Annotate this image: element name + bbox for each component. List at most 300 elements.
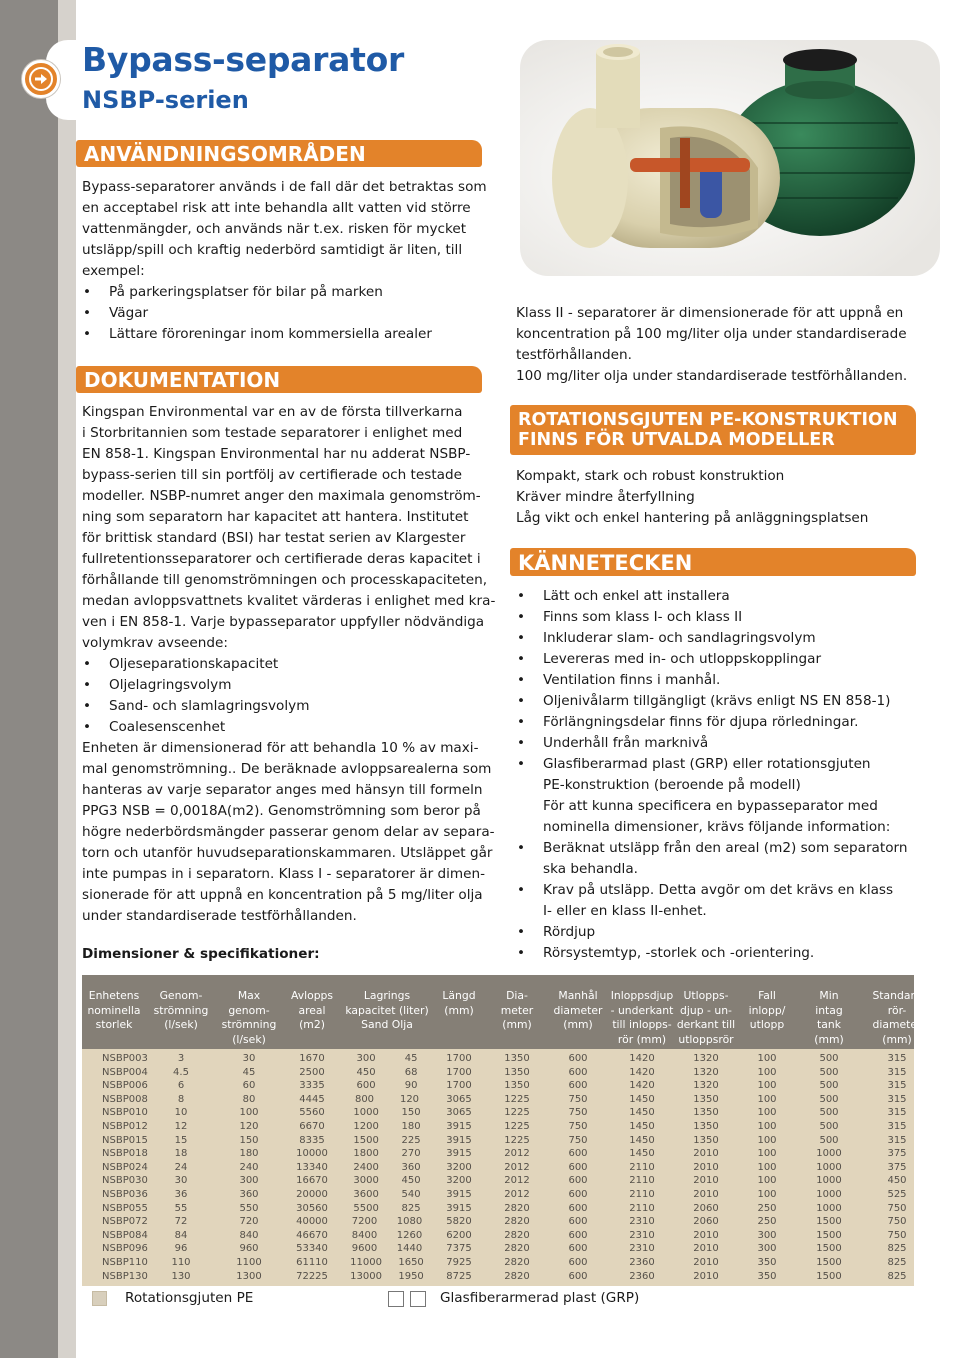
table-header-cell bbox=[736, 975, 798, 1049]
legend-swatch-pe bbox=[92, 1291, 107, 1306]
header-line: diameter bbox=[553, 1003, 603, 1017]
header-line: (l/sek) bbox=[164, 1018, 198, 1031]
table-cell: 120 bbox=[239, 1120, 259, 1132]
table-row bbox=[82, 1120, 914, 1134]
text-line: testförhållanden. bbox=[516, 347, 632, 363]
table-cell: 350 bbox=[757, 1256, 777, 1268]
table-cell: 315 bbox=[887, 1093, 907, 1105]
list-item: ska behandla. bbox=[543, 861, 638, 877]
table-cell: 1320 bbox=[693, 1080, 719, 1092]
header-line: Max bbox=[237, 989, 261, 1002]
table-cell: NSBP012 bbox=[102, 1120, 148, 1132]
text-line: EN 858-1. Kingspan Environmental har nu adderat NSBP- bbox=[82, 446, 471, 462]
table-cell bbox=[342, 1202, 432, 1216]
list-item: • Beräknat utsläpp från den areal (m2) som separatorn bbox=[516, 838, 936, 859]
table-cell: 3915 bbox=[446, 1134, 472, 1146]
table-cell: 1500 bbox=[816, 1243, 842, 1255]
list-item: För att kunna specificera en bypasseparator med bbox=[543, 798, 878, 814]
table-cell: 40000 bbox=[296, 1216, 328, 1228]
table-row bbox=[82, 1174, 914, 1188]
table-cell-sand: 8400 bbox=[351, 1229, 378, 1241]
table-cell: 600 bbox=[568, 1066, 588, 1078]
table-cell: 1225 bbox=[504, 1093, 530, 1105]
table-cell: 240 bbox=[239, 1161, 259, 1173]
list-item: PE-konstruktion (beroende på modell) bbox=[543, 777, 801, 793]
table-cell: 1320 bbox=[693, 1053, 719, 1064]
legend-swatch-grp bbox=[388, 1291, 404, 1307]
table-cell: 525 bbox=[887, 1188, 907, 1200]
table-cell: 250 bbox=[757, 1216, 777, 1228]
header-line: tank bbox=[817, 1018, 841, 1031]
table-cell: 2820 bbox=[504, 1243, 530, 1255]
list-item: • Underhåll från marknivå bbox=[516, 733, 936, 754]
table-cell: 55 bbox=[174, 1202, 188, 1214]
table-cell-olja: 180 bbox=[401, 1120, 421, 1132]
table-cell: 3 bbox=[177, 1053, 185, 1064]
table-cell: 1420 bbox=[629, 1080, 655, 1092]
table-cell: 1100 bbox=[236, 1256, 262, 1268]
text-line: bypass-serien till sin portfölj av certifierade och testade bbox=[82, 467, 462, 483]
table-cell-sand: 1000 bbox=[353, 1107, 379, 1119]
table-cell: 1500 bbox=[816, 1216, 842, 1228]
table-cell: 100 bbox=[757, 1148, 777, 1160]
table-cell-olja: 825 bbox=[401, 1202, 421, 1214]
table-cell: 180 bbox=[239, 1148, 259, 1160]
table-cell bbox=[342, 1215, 432, 1229]
table-cell: 1000 bbox=[816, 1202, 842, 1214]
table-cell: 750 bbox=[568, 1107, 588, 1119]
table-cell: 72225 bbox=[296, 1270, 328, 1282]
text-line: i Storbritannien som testade separatorer i enlighet med bbox=[82, 425, 463, 441]
table-cell: 600 bbox=[568, 1270, 588, 1282]
kannetecken-text bbox=[516, 586, 936, 964]
table-cell: 96 bbox=[174, 1243, 188, 1255]
table-cell: 600 bbox=[568, 1148, 588, 1160]
table-cell: 10 bbox=[174, 1107, 188, 1119]
table-header-cell bbox=[216, 975, 282, 1049]
table-cell: 3915 bbox=[446, 1120, 472, 1132]
rotation-text bbox=[516, 466, 936, 529]
table-cell-olja: 1950 bbox=[398, 1270, 424, 1282]
table-cell: 72 bbox=[174, 1216, 188, 1228]
table-cell: 500 bbox=[819, 1066, 839, 1078]
table-row bbox=[82, 1229, 914, 1243]
table-cell: 2010 bbox=[693, 1256, 719, 1268]
table-cell: 2110 bbox=[629, 1188, 655, 1200]
legend-label-pe: Rotationsgjuten PE bbox=[125, 1290, 254, 1306]
table-row bbox=[82, 1188, 914, 1202]
table-row bbox=[82, 1270, 914, 1284]
header-line: Sand Olja bbox=[361, 1018, 413, 1031]
table-cell: 1450 bbox=[629, 1134, 655, 1146]
table-cell: 500 bbox=[819, 1080, 839, 1092]
table-cell: 315 bbox=[887, 1120, 907, 1132]
header-line: (mm) bbox=[563, 1018, 593, 1031]
table-cell: 315 bbox=[887, 1053, 907, 1064]
text-line: under standardiserade testförhållanden. bbox=[82, 908, 357, 924]
dokumentation-text bbox=[82, 402, 502, 927]
table-cell: 4.5 bbox=[173, 1066, 189, 1078]
table-cell: 45 bbox=[242, 1066, 256, 1078]
table-cell: 600 bbox=[568, 1053, 588, 1064]
table-row bbox=[82, 1066, 914, 1080]
table-cell: 250 bbox=[757, 1202, 777, 1214]
table-cell: 2010 bbox=[693, 1243, 719, 1255]
table-cell: 12 bbox=[174, 1120, 188, 1132]
table-cell: 1450 bbox=[629, 1148, 655, 1160]
table-cell: NSBP084 bbox=[102, 1229, 148, 1241]
table-header-cell bbox=[676, 975, 736, 1049]
header-line: Genom- bbox=[159, 989, 203, 1002]
table-cell: 2310 bbox=[629, 1229, 655, 1241]
table-cell: 2010 bbox=[693, 1270, 719, 1282]
table-cell: NSBP130 bbox=[102, 1270, 148, 1282]
table-cell bbox=[342, 1106, 432, 1120]
header-line: diameter bbox=[872, 1018, 922, 1031]
table-cell: 8335 bbox=[299, 1134, 325, 1146]
table-cell: 100 bbox=[757, 1134, 777, 1146]
text-line: modeller. NSBP-numret anger den maximala genomström- bbox=[82, 488, 481, 504]
table-cell-olja: 270 bbox=[401, 1148, 421, 1160]
table-cell: 2820 bbox=[504, 1216, 530, 1228]
table-cell: 3200 bbox=[446, 1175, 472, 1187]
text-line: Bypass-separatorer används i de fall där det betraktas som bbox=[82, 179, 487, 195]
table-cell: 2110 bbox=[629, 1175, 655, 1187]
table-cell-olja: 150 bbox=[401, 1107, 421, 1119]
table-cell: 1000 bbox=[816, 1188, 842, 1200]
dokumentation-list bbox=[82, 654, 502, 738]
table-cell: 1000 bbox=[816, 1161, 842, 1173]
table-cell: 2010 bbox=[693, 1175, 719, 1187]
table-header-cell bbox=[146, 975, 216, 1049]
legend-swatch-grp bbox=[410, 1291, 426, 1307]
table-cell: 960 bbox=[239, 1243, 259, 1255]
table-cell: 1450 bbox=[629, 1107, 655, 1119]
header-line: Enhetens bbox=[88, 989, 140, 1002]
list-item: • Rördjup bbox=[516, 922, 936, 943]
table-cell: 600 bbox=[568, 1161, 588, 1173]
list-item: • Lätt och enkel att installera bbox=[516, 586, 936, 607]
header-line: Min bbox=[819, 989, 839, 1002]
table-header-cell bbox=[860, 975, 934, 1049]
table-cell: 110 bbox=[171, 1256, 191, 1268]
table-header-cell bbox=[282, 975, 342, 1049]
header-line: areal bbox=[298, 1003, 326, 1017]
header-line: strömning bbox=[221, 1018, 277, 1031]
list-item: • Finns som klass I- och klass II bbox=[516, 607, 936, 628]
table-header-cell bbox=[608, 975, 676, 1049]
table-cell: 30 bbox=[242, 1053, 256, 1064]
table-cell: 3200 bbox=[446, 1161, 472, 1173]
section-heading-anvandning: ANVÄNDNINGSOMRÅDEN bbox=[76, 140, 482, 167]
table-cell: 375 bbox=[887, 1148, 907, 1160]
table-cell: 1350 bbox=[693, 1134, 719, 1146]
text-line: vattenmängder, och används när t.ex. risken för mycket bbox=[82, 221, 467, 237]
table-cell: 24 bbox=[174, 1161, 188, 1173]
table-cell: 3065 bbox=[446, 1107, 472, 1119]
header-line: Längd bbox=[442, 989, 476, 1002]
header-line: Dia- bbox=[506, 989, 528, 1002]
table-cell: 600 bbox=[568, 1202, 588, 1214]
header-line: (mm) bbox=[444, 1003, 474, 1017]
table-cell bbox=[342, 1270, 432, 1284]
table-cell-sand: 300 bbox=[356, 1053, 376, 1064]
header-line: (mm) bbox=[882, 1032, 912, 1046]
table-cell: NSBP004 bbox=[102, 1066, 148, 1078]
text-line: hanteras av varje separator anges med hänsyn till formeln bbox=[82, 782, 483, 798]
list-item: • Levereras med in- och utloppskopplingar bbox=[516, 649, 936, 670]
legend-label-grp: Glasfiberarmerad plast (GRP) bbox=[440, 1290, 640, 1306]
table-row bbox=[82, 1215, 914, 1229]
list-item: • Oljeseparationskapacitet bbox=[82, 654, 502, 675]
table-cell: 600 bbox=[568, 1175, 588, 1187]
table-cell-olja: 450 bbox=[401, 1175, 421, 1187]
table-cell: 300 bbox=[239, 1175, 259, 1187]
table-cell: 750 bbox=[887, 1216, 907, 1228]
table-body bbox=[82, 1049, 914, 1286]
margin-stripe-dark bbox=[0, 0, 58, 1358]
table-cell bbox=[342, 1120, 432, 1134]
table-cell: 600 bbox=[568, 1080, 588, 1092]
table-cell: 2010 bbox=[693, 1161, 719, 1173]
header-line: - underkant bbox=[610, 1003, 674, 1017]
table-cell: 2820 bbox=[504, 1256, 530, 1268]
table-title: Dimensioner & specifikationer: bbox=[82, 946, 320, 962]
list-item: • Inkluderar slam- och sandlagringsvolym bbox=[516, 628, 936, 649]
table-cell: 2360 bbox=[629, 1270, 655, 1282]
table-cell: 2012 bbox=[504, 1161, 530, 1173]
table-cell: 2010 bbox=[693, 1229, 719, 1241]
text-line: ven i EN 858-1. Varje bypasseparator uppfyller nödvändiga bbox=[82, 614, 485, 630]
table-cell-olja: 1650 bbox=[398, 1256, 424, 1268]
header-line: meter bbox=[500, 1003, 534, 1017]
table-header-cell bbox=[432, 975, 486, 1049]
header-line: (mm) bbox=[814, 1032, 844, 1046]
table-cell: 750 bbox=[568, 1120, 588, 1132]
table-cell-sand: 1500 bbox=[353, 1134, 379, 1146]
header-line: Lagrings bbox=[363, 989, 411, 1002]
table-cell-sand: 11000 bbox=[350, 1256, 382, 1268]
table-cell bbox=[342, 1161, 432, 1175]
text-line: torn och utanför huvudseparationskammaren. Utsläppet går bbox=[82, 845, 493, 861]
text-line: en acceptabel risk att inte behandla allt vatten vid större bbox=[82, 200, 471, 216]
kannetecken-list bbox=[516, 586, 936, 964]
table-cell: 3065 bbox=[446, 1093, 472, 1105]
table-cell: 1350 bbox=[504, 1080, 530, 1092]
table-cell: 2820 bbox=[504, 1229, 530, 1241]
text-line: högre nederbördsmängder passerar genom delar av separa- bbox=[82, 824, 495, 840]
table-cell-olja: 225 bbox=[401, 1134, 421, 1146]
table-cell: 20000 bbox=[296, 1188, 328, 1200]
table-cell: 18 bbox=[174, 1148, 188, 1160]
table-cell: 5820 bbox=[446, 1216, 472, 1228]
header-line: strömning bbox=[153, 1003, 209, 1017]
text-line: förhållande till genomströmningen och processkapaciteten, bbox=[82, 572, 488, 588]
table-cell: NSBP036 bbox=[102, 1188, 148, 1200]
table-row bbox=[82, 1161, 914, 1175]
table-cell: 500 bbox=[819, 1093, 839, 1105]
table-cell: 600 bbox=[568, 1216, 588, 1228]
table-cell: 30560 bbox=[296, 1202, 328, 1214]
table-cell: NSBP018 bbox=[102, 1148, 148, 1160]
table-header-cell bbox=[82, 975, 146, 1049]
table-row bbox=[82, 1256, 914, 1270]
table-cell-sand: 600 bbox=[356, 1080, 376, 1092]
table-cell: 100 bbox=[757, 1107, 777, 1119]
list-item: • Oljenivålarm tillgängligt (krävs enligt NS EN 858-1) bbox=[516, 691, 936, 712]
table-header-cell bbox=[798, 975, 860, 1049]
table-cell: NSBP055 bbox=[102, 1202, 148, 1214]
text-line: Kompakt, stark och robust konstruktion bbox=[516, 468, 785, 484]
header-line: Avlopps bbox=[290, 989, 334, 1002]
table-cell: 1300 bbox=[236, 1270, 262, 1282]
header-line: utloppsrör bbox=[678, 1032, 734, 1046]
table-cell: 1320 bbox=[693, 1066, 719, 1078]
table-cell: 375 bbox=[887, 1161, 907, 1173]
table-cell: 100 bbox=[757, 1080, 777, 1092]
list-item: • Oljelagringsvolym bbox=[82, 675, 502, 696]
table-cell: 2310 bbox=[629, 1216, 655, 1228]
table-cell-sand: 3600 bbox=[353, 1188, 379, 1200]
table-cell: 825 bbox=[887, 1270, 907, 1282]
table-cell: 30 bbox=[174, 1175, 188, 1187]
table-cell: 750 bbox=[568, 1093, 588, 1105]
table-header-cell bbox=[342, 975, 432, 1049]
table-cell: 53340 bbox=[296, 1243, 328, 1255]
list-item: • Sand- och slamlagringsvolym bbox=[82, 696, 502, 717]
table-cell: 6 bbox=[177, 1080, 185, 1092]
text-line: medan avloppsvattnets kvalitet värderas i enlighet med kra- bbox=[82, 593, 496, 609]
table-cell-sand: 9600 bbox=[351, 1243, 378, 1255]
list-item: • Förlängningsdelar finns för djupa rörledningar. bbox=[516, 712, 936, 733]
header-line: intag bbox=[815, 1003, 843, 1017]
table-cell: 2012 bbox=[504, 1148, 530, 1160]
list-item: • Coalesenscenhet bbox=[82, 717, 502, 738]
table-cell: 7925 bbox=[446, 1256, 472, 1268]
text-line: Kingspan Environmental var en av de första tillverkarna bbox=[82, 404, 463, 420]
table-cell: 1350 bbox=[693, 1120, 719, 1132]
list-item: • Vägar bbox=[82, 303, 492, 324]
header-line: Fall bbox=[758, 989, 776, 1002]
list-item: nominella dimensioner, krävs följande information: bbox=[543, 819, 891, 835]
table-cell: 1225 bbox=[504, 1120, 530, 1132]
text-line: ning som separatorn har kapacitet att hantera. Institutet bbox=[82, 509, 469, 525]
table-cell: 8725 bbox=[446, 1270, 472, 1282]
header-line: nominella bbox=[87, 1003, 141, 1017]
header-line: storlek bbox=[95, 1018, 133, 1031]
table-cell bbox=[342, 1229, 432, 1243]
text-line: Kräver mindre återfyllning bbox=[516, 489, 695, 505]
text-line: mal genomströmning.. De beräknade avloppsarealerna som bbox=[82, 761, 492, 777]
table-cell: 1500 bbox=[816, 1229, 842, 1241]
table-cell: 100 bbox=[757, 1120, 777, 1132]
table-cell: 1500 bbox=[816, 1256, 842, 1268]
table-cell: 1420 bbox=[629, 1053, 655, 1064]
table-cell: 2012 bbox=[504, 1175, 530, 1187]
table-cell: 840 bbox=[239, 1229, 259, 1241]
table-cell: 15 bbox=[174, 1134, 188, 1146]
table-row bbox=[82, 1242, 914, 1256]
header-line: rör (mm) bbox=[617, 1032, 667, 1046]
list-item: I- eller en klass II-enhet. bbox=[543, 903, 707, 919]
table-cell: 315 bbox=[887, 1080, 907, 1092]
table-cell-olja: 1080 bbox=[396, 1216, 423, 1228]
table-cell-olja: 360 bbox=[401, 1161, 421, 1173]
table-cell: 100 bbox=[757, 1175, 777, 1187]
table-row bbox=[82, 1052, 914, 1066]
table-cell: 750 bbox=[887, 1202, 907, 1214]
table-cell: 1700 bbox=[446, 1053, 472, 1064]
table-cell: 2820 bbox=[504, 1202, 530, 1214]
table-cell: 61110 bbox=[296, 1256, 328, 1268]
table-cell: 2010 bbox=[693, 1148, 719, 1160]
table-header-row bbox=[82, 975, 922, 1049]
table-cell: 360 bbox=[239, 1188, 259, 1200]
table-cell: 6670 bbox=[299, 1120, 325, 1132]
header-line: kapacitet (liter) bbox=[345, 1003, 429, 1017]
table-cell: 4445 bbox=[299, 1093, 325, 1105]
table-cell: 2820 bbox=[504, 1270, 530, 1282]
table-cell: 3335 bbox=[299, 1080, 325, 1092]
table-cell: 1225 bbox=[504, 1107, 530, 1119]
table-cell: NSBP008 bbox=[102, 1093, 148, 1105]
table-cell: 3915 bbox=[446, 1148, 472, 1160]
table-cell: 100 bbox=[757, 1188, 777, 1200]
table-cell-olja: 540 bbox=[401, 1188, 421, 1200]
header-line: (m2) bbox=[299, 1018, 325, 1031]
table-cell bbox=[342, 1134, 432, 1148]
table-cell: 550 bbox=[239, 1202, 259, 1214]
header-line: (mm) bbox=[502, 1018, 532, 1031]
table-cell-sand: 800 bbox=[354, 1093, 375, 1105]
list-item: • Glasfiberarmad plast (GRP) eller rotationsgjuten bbox=[516, 754, 936, 775]
table-cell-sand: 450 bbox=[356, 1066, 376, 1078]
table-cell: 500 bbox=[819, 1120, 839, 1132]
header-line: derkant till bbox=[676, 1018, 736, 1031]
table-cell: 10000 bbox=[296, 1148, 328, 1160]
table-row bbox=[82, 1079, 914, 1093]
table-cell-olja: 68 bbox=[404, 1066, 418, 1078]
table-cell bbox=[342, 1052, 432, 1066]
table-cell: 500 bbox=[819, 1134, 839, 1146]
table-cell-olja: 120 bbox=[399, 1093, 420, 1105]
table-cell: 80 bbox=[242, 1093, 256, 1105]
table-cell-sand: 3000 bbox=[353, 1175, 379, 1187]
table-cell: 720 bbox=[239, 1216, 259, 1228]
anvandning-text bbox=[82, 177, 492, 345]
header-line: till inlopps- bbox=[612, 1018, 672, 1031]
table-header-cell bbox=[548, 975, 608, 1049]
table-cell: 500 bbox=[819, 1107, 839, 1119]
table-cell bbox=[342, 1093, 432, 1107]
klass2-text bbox=[516, 303, 936, 387]
table-cell: 1700 bbox=[446, 1080, 472, 1092]
table-cell: NSBP024 bbox=[102, 1161, 148, 1173]
table-cell: 2060 bbox=[693, 1216, 719, 1228]
table-cell: NSBP015 bbox=[102, 1134, 148, 1146]
table-cell: 46670 bbox=[296, 1229, 328, 1241]
text-line: Enheten är dimensionerad för att behandla 10 % av maxi- bbox=[82, 740, 479, 756]
header-line: Utlopps- bbox=[683, 989, 729, 1002]
table-cell: 300 bbox=[757, 1243, 777, 1255]
page-title: Bypass-separator bbox=[82, 40, 404, 79]
header-line: djup - un- bbox=[680, 1003, 732, 1017]
table-cell: 300 bbox=[757, 1229, 777, 1241]
table-cell bbox=[342, 1242, 432, 1256]
table-cell-sand: 7200 bbox=[351, 1216, 378, 1228]
table-cell: 1000 bbox=[816, 1148, 842, 1160]
table-cell: 130 bbox=[171, 1270, 191, 1282]
